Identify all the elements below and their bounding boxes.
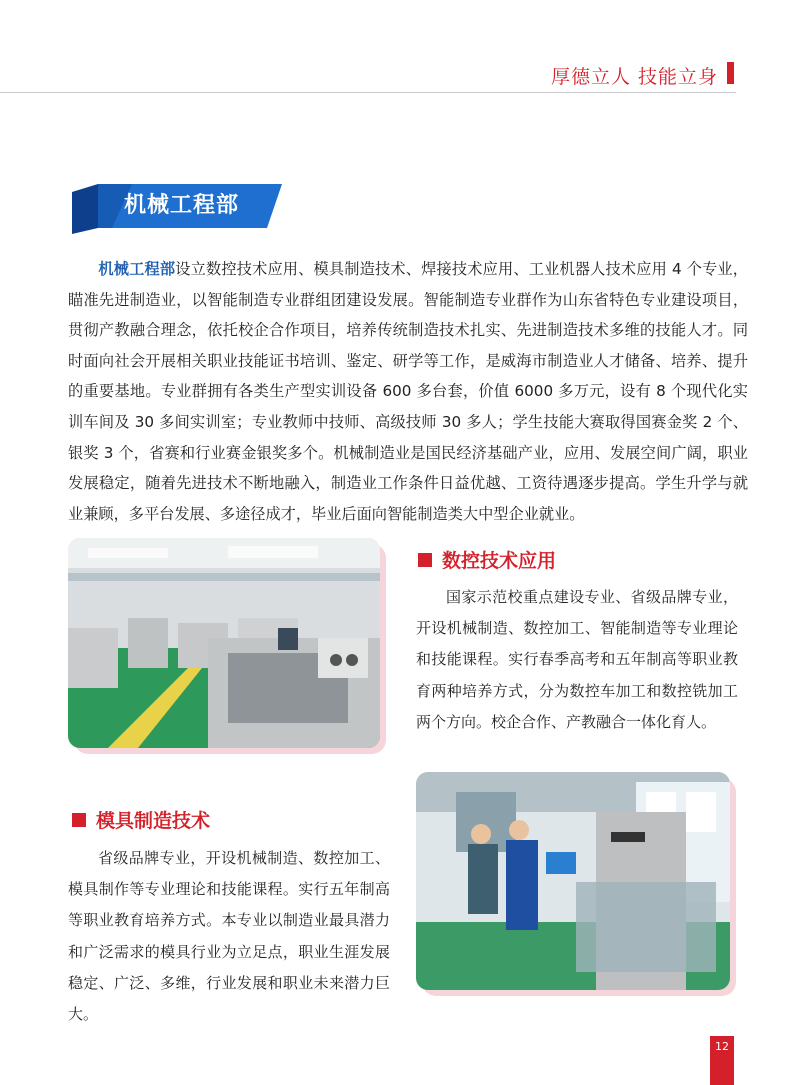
mold-text: 省级品牌专业，开设机械制造、数控加工、模具制作等专业理论和技能课程。实行五年制高等职业教育培养方式。本专业以制造业最具潜力和广泛需求的模具行业为立足点，职业生涯发展稳定、广泛、多维，行业发展和职业未来潜力巨大。 <box>68 849 390 1024</box>
header-slogan: 厚德立人 技能立身 <box>550 66 718 88</box>
cnc-heading <box>418 546 556 573</box>
cnc-text: 国家示范校重点建设专业、省级品牌专业，开设机械制造、数控加工、智能制造等专业理论和技能课程。实行春季高考和五年制高等职业教育两种培养方式，分为数控车加工和数控铣加工两个方向。校企合作、产教融合一体化育人。 <box>416 588 738 731</box>
intro-text: 设立数控技术应用、模具制造技术、焊接技术应用、工业机器人技术应用 4 个专业，瞄准先进制造业，以智能制造专业群组团建设发展。智能制造专业群作为山东省特色专业建设项目，贯彻产教融合理念，依托校企合作项目，培养传统制造技术扎实、先进制造技术多维的技能人才。同时面向社会开展相关职业技能证书培训、鉴定、研学等工作，是威海市制造业人才储备、培养、提升的重要基地。专业群拥有各类生产型实训设备 600 多台套，价值 6000 多万元，设有 8 个现代化实训车间及 30 多间实训室；专业教师中技师、高级技师 30 多人；学生技能大赛取得国赛金奖 2 个、银奖 3 个，省赛和行业赛金银奖多个。机械制造业是国民经济基础产业，应用、发展空间广阔，职业发展稳定，随着先进技术不断地融入，制造业工作条件日益优越、工资待遇逐步提高。学生升学与就业兼顾，多平台发展、多途径成才，毕业后面向智能制造类大中型企业就业。 <box>68 260 748 523</box>
page-number: 12 <box>715 1040 729 1053</box>
intro-paragraph <box>68 254 748 529</box>
mold-heading-text: 模具制造技术 <box>96 810 211 832</box>
mold-heading <box>72 806 210 833</box>
cnc-heading-square-icon <box>418 553 432 567</box>
section-title: 机械工程部 <box>124 193 240 218</box>
photo-cnc-workshop <box>68 538 380 748</box>
photo-mold-workshop <box>416 772 730 990</box>
header-divider <box>0 92 736 93</box>
header-accent-bar <box>727 62 734 84</box>
intro-highlight: 机械工程部 <box>98 260 176 278</box>
mold-heading-square-icon <box>72 813 86 827</box>
cnc-heading-text: 数控技术应用 <box>442 550 557 572</box>
